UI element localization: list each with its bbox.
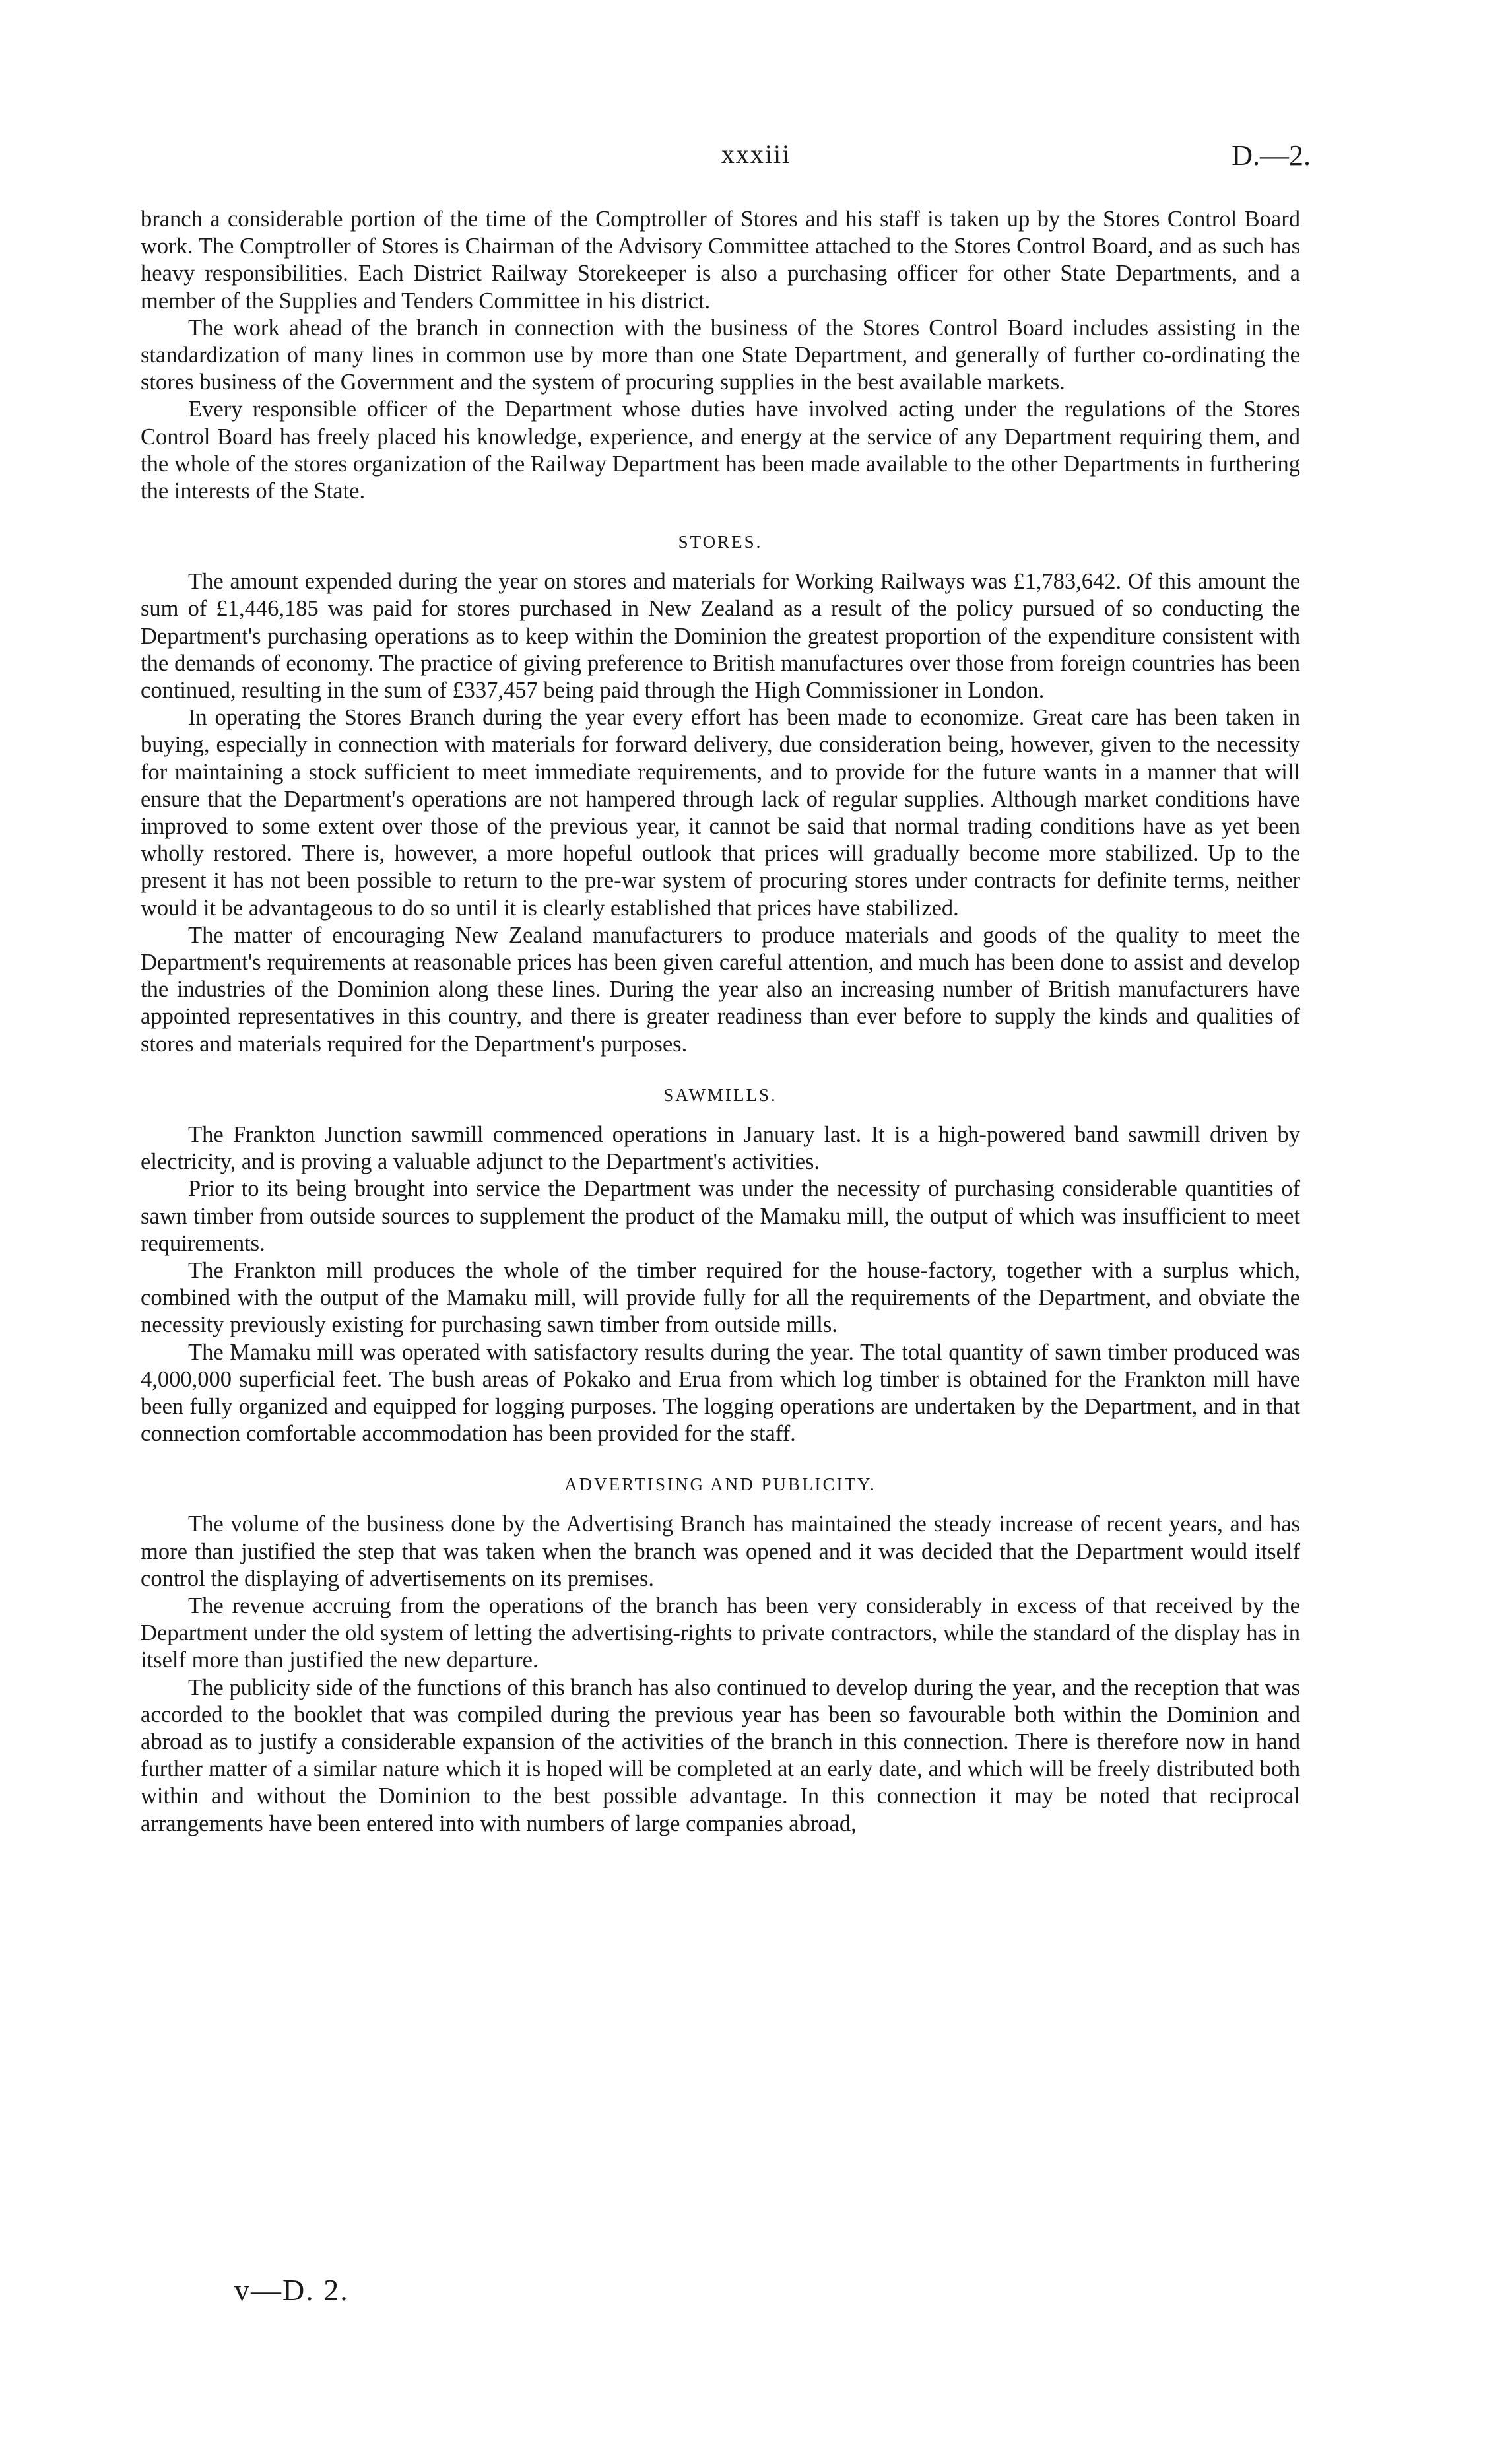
document-reference: D.—2.: [1232, 139, 1311, 172]
sawmills-paragraph-3: The Frankton mill produces the whole of the timber required for the house-factory, together with a surplus which, combined with the output of the Mamaku mill, will provide fully for all the requirements of the Department, and obviate the necessity previously existing for purchasing sawn timber from outside mills.: [141, 1257, 1300, 1338]
stores-paragraph-2: In operating the Stores Branch during the year every effort has been made to economize. Great care has been taken in buying, especially in connection with materials for forward delivery, due consideration being, however, given to the necessity for maintaining a stock sufficient to meet immediate requirements, and to provide for the future wants in a manner that will ensure that the Department's operations are not hampered through lack of regular supplies. Although market conditions have improved to some extent over those of the previous year, it cannot be said that normal trading conditions have as yet been wholly restored. There is, however, a more hopeful outlook that prices will gradually become more stabilized. Up to the present it has not been possible to return to the pre-war system of procuring stores under contracts for definite terms, neither would it be advantageous to do so until it is clearly established that prices have stabilized.: [141, 705, 1300, 921]
advertising-heading: ADVERTISING AND PUBLICITY.: [564, 1474, 876, 1495]
stores-paragraph-3: The matter of encouraging New Zealand manufacturers to produce materials and goods of the quality to meet the Department's requirements at reasonable prices has been given careful attention, and much has been done to assist and develop the industries of the Dominion along these lines. During the year also an increasing number of British manufacturers have appointed representatives in this country, and there is greater readiness than ever before to supply the kinds and qualities of stores and materials required for the Department's purposes.: [141, 922, 1300, 1057]
sawmills-paragraph-2: Prior to its being brought into service the Department was under the necessity of purchasing considerable quantities of sawn timber from outside sources to supplement the product of the Mamaku mill, the output of which was insufficient to meet requirements.: [141, 1176, 1300, 1256]
intro-paragraph-1: branch a considerable portion of the time of the Comptroller of Stores and his staff is taken up by the Stores Control Board work. The Comptroller of Stores is Chairman of the Advisory Committee attached to the Stores Control Board, and as such has heavy responsibilities. Each District Railway Storekeeper is also a purchasing officer for other State Departments, and a member of the Supplies and Tenders Committee in his district.: [141, 207, 1300, 314]
advertising-paragraph-2: The revenue accruing from the operations of the branch has been very considerably in excess of that received by the Department under the old system of letting the advertising-rights to private contractors, while the standard of the display has in itself more than justified the new departure.: [141, 1593, 1300, 1673]
stores-paragraph-1: The amount expended during the year on stores and materials for Working Railways was £1,783,642. Of this amount the sum of £1,446,185 was paid for stores purchased in New Zealand as a result of the policy pursued of so conducting the Department's purchasing operations as to keep within the Dominion the greatest proportion of the expenditure consistent with the demands of economy. The practice of giving preference to British manufactures over those from foreign countries has been continued, resulting in the sum of £337,457 being paid through the High Commissioner in London.: [141, 569, 1300, 704]
sawmills-paragraph-1: The Frankton Junction sawmill commenced operations in January last. It is a high-powered band sawmill driven by electricity, and is proving a valuable adjunct to the Department's activities.: [141, 1121, 1300, 1175]
sawmills-section: [141, 1058, 1300, 1447]
page-header: [0, 139, 1512, 178]
advertising-paragraph-3: The publicity side of the functions of this branch has also continued to develop during the year, and the reception that was accorded to the booklet that was compiled during the previous year has been so favourable both within the Dominion and abroad as to justify a considerable expansion of the activities of the branch in this connection. There is therefore now in hand further matter of a similar nature which it is hoped will be completed at an early date, and which will be freely distributed both within and without the Dominion to the best possible advantage. In this connection it may be noted that reciprocal arrangements have been entered into with numbers of large companies abroad,: [141, 1674, 1300, 1836]
sawmills-heading: SAWMILLS.: [663, 1084, 777, 1105]
intro-paragraph-2: The work ahead of the branch in connection with the business of the Stores Control Board includes assisting in the standardization of many lines in common use by more than one State Department, and generally of further co-ordinating the stores business of the Government and the system of procuring supplies in the best available markets.: [141, 315, 1300, 395]
stores-section: [141, 505, 1300, 1058]
stores-heading: STORES.: [678, 532, 763, 552]
page-signature: v—D. 2.: [234, 2273, 349, 2307]
document-body: [141, 206, 1300, 1837]
advertising-paragraph-1: The volume of the business done by the Advertising Branch has maintained the steady increase of recent years, and has more than justified the step that was taken when the branch was opened and it was decided that the Department would itself control the displaying of advertisements on its premises.: [141, 1511, 1300, 1591]
sawmills-paragraph-4: The Mamaku mill was operated with satisfactory results during the year. The total quantity of sawn timber produced was 4,000,000 superficial feet. The bush areas of Pokako and Erua from which log timber is obtained for the Frankton mill have been fully organized and equipped for logging purposes. The logging operations are undertaken by the Department, and in that connection comfortable accommodation has been provided for the staff.: [141, 1339, 1300, 1447]
advertising-section: [141, 1447, 1300, 1837]
page-number: xxxiii: [721, 139, 791, 169]
intro-paragraph-3: Every responsible officer of the Department whose duties have involved acting under the regulations of the Stores Control Board has freely placed his knowledge, experience, and energy at the service of any Department requiring them, and the whole of the stores organization of the Railway Department has been made available to the other Departments in furthering the interests of the State.: [141, 397, 1300, 504]
intro-section: [141, 206, 1300, 505]
